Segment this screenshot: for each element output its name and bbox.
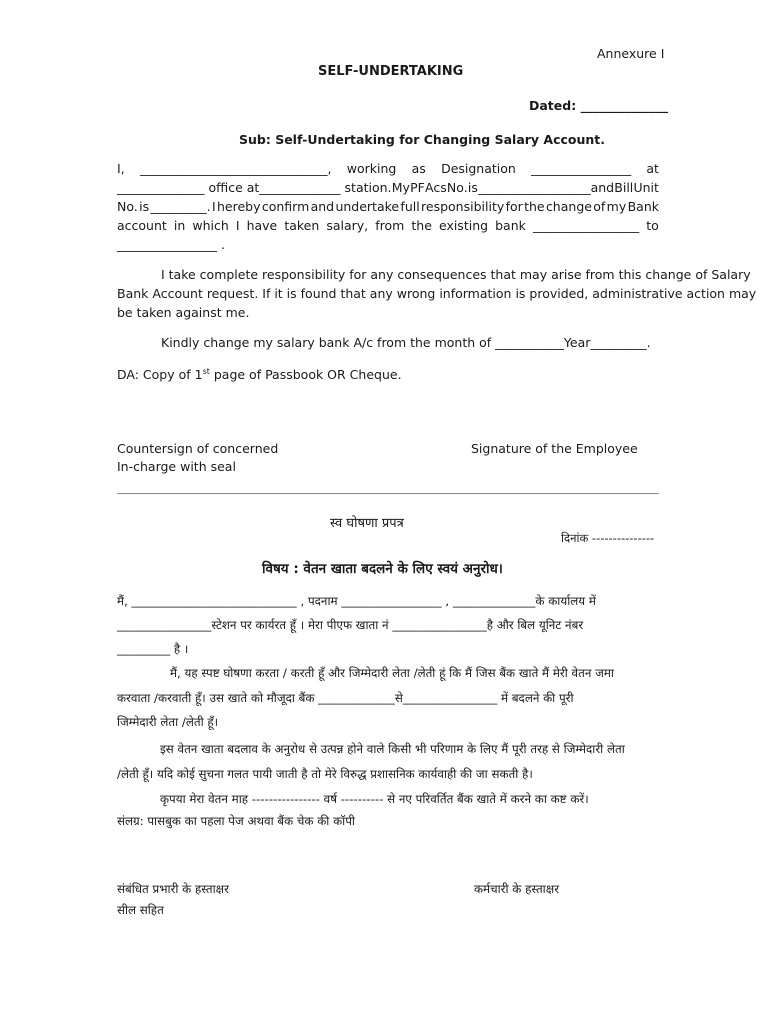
word: No. [446, 180, 468, 195]
word: I, [117, 161, 125, 176]
word: change [545, 199, 592, 214]
word: have [246, 218, 278, 233]
word: Designation [441, 161, 516, 176]
word: at [646, 161, 659, 176]
word: to [646, 218, 659, 233]
word: _________. [150, 199, 211, 214]
para2-line2: Bank Account request. If it is found that any wrong information is provided, administrative action may [117, 286, 757, 301]
word: __________________and [478, 180, 615, 195]
word: my [606, 199, 627, 214]
da-prefix: DA: Copy of 1 [117, 367, 203, 383]
word: I [235, 218, 240, 233]
section-divider [117, 493, 659, 494]
hindi-date: दिनांक --------------- [561, 531, 655, 545]
word: the [411, 218, 432, 233]
word: in [173, 218, 186, 233]
word: of [593, 199, 606, 214]
para1-line1 [117, 161, 659, 176]
hindi-line2: ________________स्टेशन पर कार्यरत हूँ । मेरा पीएफ खाता नं ________________है और बिल यूनिट नंबर [117, 618, 584, 632]
word: and [310, 199, 335, 214]
para3-month-request: Kindly change my salary bank A/c from the month of ___________Year_________. [161, 335, 651, 350]
word: responsibility [421, 199, 505, 214]
hindi-line9: कृपया मेरा वेतन माह ---------------- वर्ष ---------- से नए परिवर्तित बैंक खाते में करने का कष्ट करें। [160, 792, 589, 806]
hindi-title: स्व घोषणा प्रपत्र [330, 516, 404, 531]
word: Acs [425, 180, 447, 195]
annexure-label: Annexure I [597, 46, 665, 61]
hindi-employee-signature: कर्मचारी के हस्ताक्षर [474, 882, 560, 896]
word: working [346, 161, 397, 176]
word: salary, [326, 218, 369, 233]
subject-line: Sub: Self-Undertaking for Changing Salary Account. [239, 132, 606, 147]
word: No. [117, 199, 138, 214]
da-attachment [117, 367, 402, 382]
word: confirm [261, 199, 310, 214]
para2-line1: I take complete responsibility for any consequences that may arise from this change of Salary [161, 267, 751, 282]
dated-field: Dated: ______________ [529, 98, 669, 113]
hindi-countersign-line2: सील सहित [117, 903, 164, 917]
word: PF [410, 180, 425, 195]
word: hereby [217, 199, 261, 214]
document-title: SELF-UNDERTAKING [318, 64, 464, 79]
word: is [139, 199, 150, 214]
word: bank [495, 218, 526, 233]
hindi-line4: मैं, यह स्पष्ट घोषणा करता / करती हूँ और जिम्मेदारी लेता /लेती हूं कि मैं जिस बैंक खाते मैं मेरी वेतन जमा [170, 666, 614, 680]
hindi-line3: _________ है । [117, 642, 189, 656]
para1-line4 [117, 218, 659, 233]
word: is [467, 180, 478, 195]
word: ______________ office at_____________ station. [117, 180, 392, 195]
word: undertake [335, 199, 400, 214]
para1-line5: ________________ . [117, 237, 225, 252]
hindi-line1: मैं, ____________________________ , पदनाम _________________ , ______________के कार्यालय में [117, 594, 596, 608]
word: full [400, 199, 420, 214]
word: _________________ [532, 218, 640, 233]
para1-line3 [117, 199, 659, 214]
word: which [192, 218, 229, 233]
word: existing [438, 218, 489, 233]
hindi-countersign-line1: संबंधित प्रभारी के हस्ताक्षर [117, 882, 229, 896]
word: Bill [614, 180, 634, 195]
word: Bank [627, 199, 659, 214]
word: My [391, 180, 410, 195]
countersign-line2: In-charge with seal [117, 459, 236, 474]
word: from [375, 218, 405, 233]
word: as [411, 161, 426, 176]
para2-line3: be taken against me. [117, 305, 250, 320]
word: the [524, 199, 545, 214]
word: ________________ [531, 161, 632, 176]
employee-signature-label: Signature of the Employee [471, 441, 638, 456]
hindi-subject: विषय : वेतन खाता बदलने के लिए स्वयं अनुरोध। [262, 561, 503, 577]
hindi-line8: /लेती हूँ। यदि कोई सुचना गलत पायी जाती है तो मेरे विरुद्ध प्रशासनिक कार्यवाही की जा सकती है। [117, 767, 533, 781]
da-suffix: page of Passbook OR Cheque. [209, 367, 402, 383]
word: for [505, 199, 523, 214]
word: account [117, 218, 167, 233]
para1-line2 [117, 180, 659, 195]
hindi-line6: जिम्मेदारी लेता /लेती हूँ। [117, 715, 219, 729]
countersign-line1: Countersign of concerned [117, 441, 279, 456]
word: taken [284, 218, 320, 233]
word: Unit [633, 180, 659, 195]
hindi-line5: करवाता /करवाती हूँ। उस खाते को मौजूदा बैंक _____________से________________ में बदलने की पूरी [117, 691, 574, 705]
word: ______________________________, [139, 161, 332, 176]
hindi-line7: इस वेतन खाता बदलाव के अनुरोध से उत्पन्न होने वाले किसी भी परिणाम के लिए मैं पूरी तरह से जिम्मेदारी लेता [160, 742, 625, 756]
da-sup: st [202, 367, 210, 376]
word: I [211, 199, 216, 214]
hindi-line10: संलग्र: पासबुक का पहला पेज अथवा बैंक चेक की कॉपी [117, 814, 355, 828]
